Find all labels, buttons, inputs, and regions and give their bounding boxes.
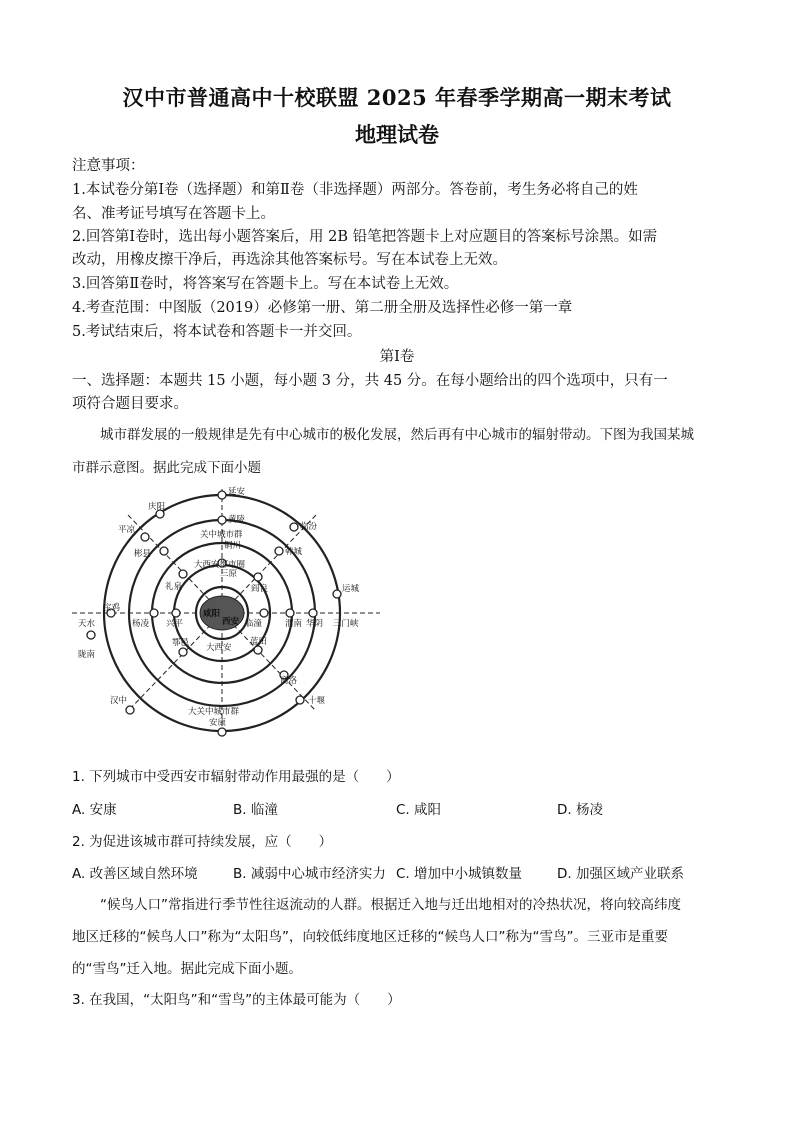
answer-option[interactable]: A. 改善区域自然环境 <box>72 866 198 882</box>
passage-line: 市群示意图。据此完成下面小题 <box>72 460 261 476</box>
city-label: 咸阳 <box>203 609 221 619</box>
notice-line: 改动，用橡皮擦干净后，再选涂其他答案标号。写在本试卷上无效。 <box>72 252 507 268</box>
city-label: 十堰 <box>308 696 326 706</box>
passage-line: 的“雪鸟”迁入地。据此完成下面小题。 <box>72 961 302 977</box>
city-label: 渭南 <box>285 619 303 629</box>
city-label: 华阴 <box>306 619 324 629</box>
city-label: 安康 <box>209 718 227 728</box>
answer-option[interactable]: B. 临潼 <box>233 802 278 818</box>
city-label: 运城 <box>342 584 360 594</box>
city-label: 兴平 <box>166 619 184 629</box>
city-label: 韩城 <box>285 547 303 557</box>
city-label: 礼泉 <box>165 582 183 592</box>
city-label: 蓝田 <box>250 637 268 647</box>
city-label: 黄陵 <box>228 515 246 525</box>
city-label: 汉中 <box>110 696 128 706</box>
city-label: 宝鸡 <box>103 603 121 613</box>
passage-line: “候鸟人口”常指进行季节性往返流动的人群。根据迁入地与迁出地相对的冷热状况，将向较高纬度 <box>100 897 681 913</box>
notice-line: 名、准考证号填写在答题卡上。 <box>72 206 275 222</box>
city-label: 大西安 <box>206 643 232 653</box>
passage-line: 地区迁移的“候鸟人口”称为“太阳鸟”，向较低纬度地区迁移的“候鸟人口”称为“雪鸟”。三亚市是重要 <box>72 929 668 945</box>
city-label: 三门峡 <box>333 619 359 629</box>
answer-option[interactable]: A. 安康 <box>72 802 117 818</box>
city-label: 商洛 <box>280 676 298 686</box>
notice-line: 3.回答第Ⅱ卷时，将答案写在答题卡上。写在本试卷上无效。 <box>72 276 459 292</box>
city-label: 临汾 <box>300 522 318 532</box>
city-label: 陇南 <box>78 650 96 660</box>
city-cluster-diagram <box>70 485 390 745</box>
city-label: 大关中城市群 <box>188 707 240 717</box>
notice-line: 1.本试卷分第Ⅰ卷（选择题）和第Ⅱ卷（非选择题）两部分。答卷前，考生务必将自己的姓 <box>72 182 638 198</box>
passage-line: 城市群发展的一般规律是先有中心城市的极化发展，然后再有中心城市的辐射带动。下图为我国某城 <box>100 427 694 443</box>
city-label: 延安 <box>228 487 246 497</box>
answer-option[interactable]: B. 减弱中心城市经济实力 <box>233 866 386 882</box>
city-label: 庆阳 <box>148 502 166 512</box>
question-stem: 3. 在我国，“太阳鸟”和“雪鸟”的主体最可能为（ ） <box>72 992 401 1008</box>
city-label: 天水 <box>78 619 96 629</box>
city-label: 杨凌 <box>132 619 150 629</box>
notice-heading: 注意事项： <box>72 158 145 174</box>
answer-option[interactable]: C. 咸阳 <box>396 802 442 818</box>
city-label: 西安 <box>222 617 240 627</box>
section-instruction: 项符合题目要求。 <box>72 396 188 412</box>
answer-option[interactable]: C. 增加中小城镇数量 <box>396 866 523 882</box>
city-label: 鄠邑 <box>172 638 190 648</box>
answer-option[interactable]: D. 加强区域产业联系 <box>557 866 684 882</box>
city-label: 铜川 <box>224 541 242 551</box>
section-instruction: 一、选择题：本题共 15 小题，每小题 3 分，共 45 分。在每小题给出的四个选项中，只有一 <box>72 373 668 389</box>
notice-line: 4.考查范围：中图版（2019）必修第一册、第二册全册及选择性必修一第一章 <box>72 300 573 316</box>
exam-title: 汉中市普通高中十校联盟 2025 年春季学期高一期末考试 <box>122 85 672 110</box>
section-label: 第Ⅰ卷 <box>379 349 415 365</box>
city-label: 阎良 <box>251 584 269 594</box>
question-stem: 1. 下列城市中受西安市辐射带动作用最强的是（ ） <box>72 769 400 785</box>
notice-line: 2.回答第Ⅰ卷时，选出每小题答案后，用 2B 铅笔把答题卡上对应题目的答案标号涂黑。如需 <box>72 229 658 245</box>
city-label: 关中城市群 <box>200 530 243 540</box>
question-stem: 2. 为促进该城市群可持续发展，应（ ） <box>72 834 333 850</box>
city-label: 大西安都市圈 <box>194 560 246 570</box>
answer-option[interactable]: D. 杨凌 <box>557 802 603 818</box>
notice-line: 5.考试结束后，将本试卷和答题卡一并交回。 <box>72 324 362 340</box>
city-label: 平凉 <box>118 525 136 535</box>
exam-subject: 地理试卷 <box>355 122 439 147</box>
city-label: 彬县 <box>134 549 152 559</box>
city-label: 临潼 <box>245 619 263 629</box>
city-label: 三原 <box>220 569 238 579</box>
